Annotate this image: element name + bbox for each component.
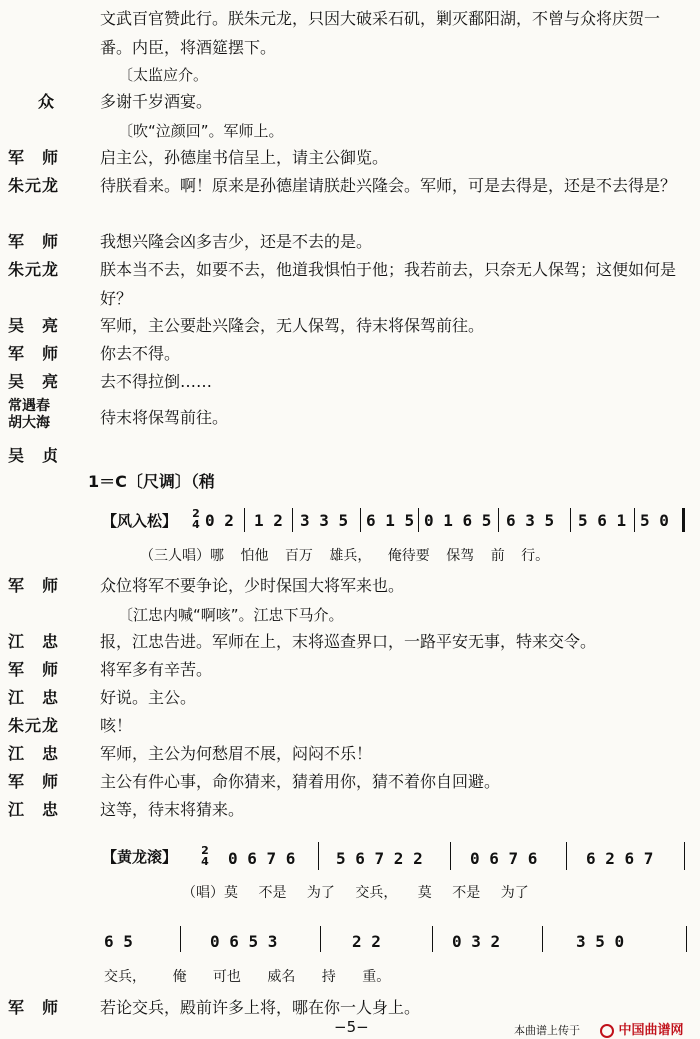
notation-measure: 0 6 7 6 — [228, 849, 296, 868]
dialogue-line: 待末将保驾前往。 — [100, 408, 229, 427]
bar-line — [320, 926, 321, 952]
dialogue-line: 启主公，孙德崖书信呈上，请主公御览。 — [100, 148, 389, 167]
speaker-label: 吴 亮 — [8, 316, 60, 335]
logo-text: 中国曲谱网 — [618, 1023, 684, 1038]
site-logo — [600, 1019, 684, 1038]
bar-line — [634, 508, 635, 532]
bar-line — [180, 926, 181, 952]
notation-measure: 6 1 5 — [366, 511, 415, 530]
key-signature: 1＝C〔尺调〕（稍 — [88, 472, 215, 491]
speaker-label: 胡大海 — [8, 415, 50, 431]
speaker-label: 江 忠 — [8, 632, 60, 651]
dialogue-line: 我想兴隆会凶多吉少，还是不去的是。 — [100, 232, 373, 251]
dialogue-line: 去不得拉倒…… — [100, 372, 213, 391]
speaker-label: 军 师 — [8, 232, 60, 251]
speaker-label: 军 师 — [8, 344, 60, 363]
speaker-label: 吴 贞 — [8, 446, 60, 465]
speaker-label: 军 师 — [8, 576, 60, 595]
dialogue-line: 待朕看来。啊！原来是孙德崖请朕赴兴隆会。军师，可是去得是，还是不去得是？ — [100, 176, 677, 195]
speaker-label: 江 忠 — [8, 688, 60, 707]
dialogue-line: 报，江忠告进。军师在上，末将巡查界口，一路平安无事，特来交令。 — [100, 632, 597, 651]
notation-measure: 1 2 — [254, 511, 283, 530]
dialogue-line: 军师，主公为何愁眉不展，闷闷不乐！ — [100, 744, 373, 763]
speaker-label: 朱元龙 — [8, 260, 60, 279]
notation-measure: 5 0 — [640, 511, 669, 530]
lyrics-line: （唱）莫 不是 为了 交兵， 莫 不是 为了 — [182, 885, 529, 901]
bar-line — [686, 926, 687, 952]
notation-measure: 6 3 5 — [506, 511, 555, 530]
speaker-label: 众 — [38, 92, 56, 111]
dialogue-line: 多谢千岁酒宴。 — [100, 92, 213, 111]
bar-line — [292, 508, 293, 532]
bar-line — [360, 508, 361, 532]
bar-line — [418, 508, 419, 532]
speaker-label: 军 师 — [8, 148, 60, 167]
dialogue-line: 好说。主公。 — [100, 688, 197, 707]
dialogue-line: 将军多有辛苦。 — [100, 660, 213, 679]
notation-measure: 3 3 5 — [300, 511, 349, 530]
bar-line — [542, 926, 543, 952]
bar-line — [318, 842, 319, 870]
speaker-label: 军 师 — [8, 772, 60, 791]
bar-line — [566, 842, 567, 870]
dialogue-line: 你去不得。 — [100, 344, 181, 363]
notation-measure: 3 5 0 — [576, 932, 625, 951]
dialogue-line: 这等，待末将猜来。 — [100, 800, 245, 819]
notation-measure: 5 6 1 — [578, 511, 627, 530]
dialogue-line: 文武百官赞此行。朕朱元龙，只因大破采石矶，剿灭鄱阳湖，不曾与众将庆贺一番。内臣，将酒筵摆下。 — [100, 9, 661, 57]
stage-direction: 〔吹“泣颜回”。军师上。 — [118, 122, 284, 140]
dialogue-line: 若论交兵，殿前许多上将，哪在你一人身上。 — [100, 998, 421, 1017]
time-signature: 2 4 — [192, 507, 200, 531]
speaker-label: 江 忠 — [8, 800, 60, 819]
bar-line — [682, 508, 685, 532]
stage-direction: 〔太监应介。 — [118, 66, 209, 84]
page-number: −5− — [334, 1018, 369, 1036]
speaker-label: 军 师 — [8, 998, 60, 1017]
tune-name: 【风入松】 — [102, 512, 178, 530]
speaker-label: 朱元龙 — [8, 716, 60, 735]
notation-measure: 5 6 7 2 2 — [336, 849, 423, 868]
dialogue-line: 主公有件心事，命你猜来，猜着用你，猜不着你自回避。 — [100, 772, 501, 791]
tune-name: 【黄龙滚】 — [102, 848, 178, 866]
bar-line — [498, 508, 499, 532]
watermark-text: 本曲谱上传于 — [514, 1024, 580, 1037]
speaker-label: 朱元龙 — [8, 176, 60, 195]
dialogue-line: 军师，主公要赴兴隆会，无人保驾，待末将保驾前往。 — [100, 316, 485, 335]
stage-direction: 〔江忠内喊“啊咳”。江忠下马介。 — [118, 606, 344, 624]
lyrics-line: （三人唱）哪 怕他 百万 雄兵， 俺待要 保驾 前 行。 — [140, 548, 550, 564]
notation-measure: 0 6 7 6 — [470, 849, 538, 868]
bar-line — [570, 508, 571, 532]
speaker-label: 吴 亮 — [8, 372, 60, 391]
notation-measure: 2 2 — [352, 932, 381, 951]
lyrics-line: 交兵， 俺 可也 威名 持 重。 — [104, 969, 391, 985]
notation-measure: 6 5 — [104, 932, 133, 951]
speaker-label: 军 师 — [8, 660, 60, 679]
notation-measure: 0 2 — [205, 511, 234, 530]
bar-line — [684, 842, 685, 870]
bar-line — [450, 842, 451, 870]
bar-line — [432, 926, 433, 952]
time-signature: 2 4 — [201, 844, 209, 868]
notation-measure: 0 3 2 — [452, 932, 501, 951]
notation-measure: 0 1 6 5 — [424, 511, 492, 530]
notation-measure: 0 6 5 3 — [210, 932, 278, 951]
speaker-label: 江 忠 — [8, 744, 60, 763]
logo-icon — [600, 1024, 614, 1038]
speaker-label: 常遇春 — [8, 398, 50, 414]
notation-measure: 6 2 6 7 — [586, 849, 654, 868]
bar-line — [244, 508, 245, 532]
dialogue-line: 咳！ — [100, 716, 133, 735]
dialogue-line: 朕本当不去，如要不去，他道我惧怕于他；我若前去，只奈无人保驾；这便如何是好？ — [100, 260, 677, 308]
dialogue-line: 众位将军不要争论，少时保国大将军来也。 — [100, 576, 405, 595]
